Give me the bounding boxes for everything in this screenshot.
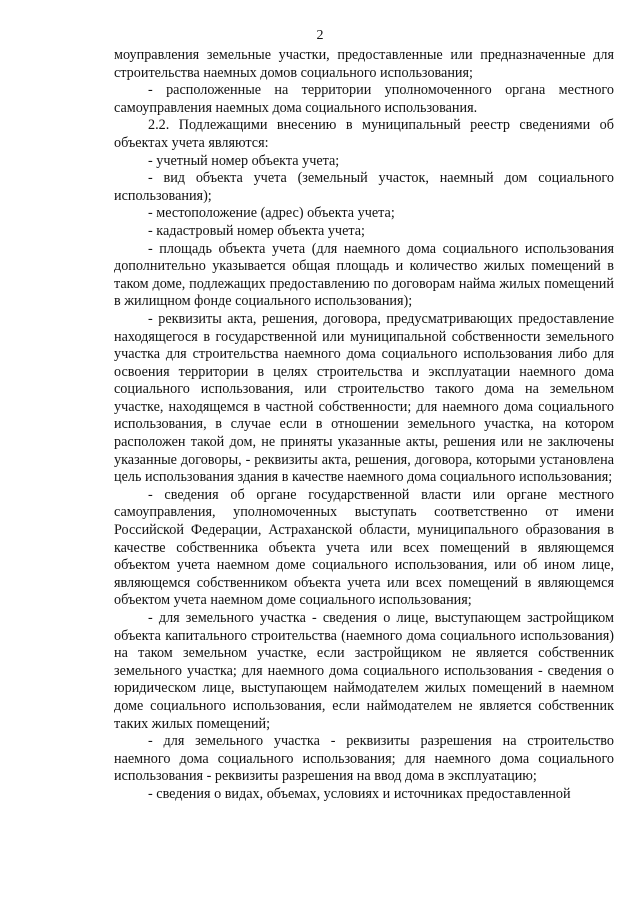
paragraph-3: 2.2. Подлежащими внесению в муниципальный реестр сведениями об объектах учета являются: [114,117,614,151]
paragraph-12: - для земельного участка - реквизиты разрешения на строительство наемного дома социального использования; для наемного дома социального использования - реквизиты разрешения на ввод дома в эксплуатацию; [114,733,614,785]
paragraph-9: - реквизиты акта, решения, договора, предусматривающих предоставление находящегося в государственной или муниципальной собственности земельного участка для строительства наемного дома социального использования либо для освоения территории в целях строительства и эксплуатации наемного дома социального использования, или строительство такого дома на земельном участке, находящемся в частной собственности; для наемного дома социального использования, в случае если в отношении земельного участка, на котором расположен такой дом, не приняты указанные акты, решения или не заключены указанные договоры, - реквизиты акта, решения, договора, которыми установлена цель использования здания в качестве наемного дома социального использования; [114,310,614,486]
paragraph-2: - расположенные на территории уполномоченного органа местного самоуправления наемных дома социального использования. [114,82,614,116]
paragraph-6: - местоположение (адрес) объекта учета; [148,205,395,222]
page-number: 2 [316,28,324,43]
paragraph-4: - учетный номер объекта учета; [148,152,340,169]
paragraph-7: - кадастровый номер объекта учета; [148,222,365,239]
paragraph-1: моуправления земельные участки, предоставленные или предназначенные для строительства наемных домов социального использования; [114,47,614,81]
document-body [114,47,614,804]
paragraph-13: - сведения о видах, объемах, условиях и источниках предоставленной [148,785,571,802]
paragraph-10: - сведения об органе государственной власти или органе местного самоуправления, уполномоченных выступать соответственно от имени Российской Федерации, Астраханской области, муниципального образования в качестве собственника объекта учета или всех помещений в являющемся объектом учета наемном доме социального использования, или об ином лице, являющемся собственником объекта учета или всех помещений в являющемся объектом учета наемном доме социального использования; [114,486,614,609]
paragraph-8: - площадь объекта учета (для наемного дома социального использования дополнительно указывается общая площадь и количество жилых помещений в таком доме, подлежащих предоставлению по договорам найма жилых помещений в жилищном фонде социального использования); [114,240,614,310]
paragraph-5: - вид объекта учета (земельный участок, наемный дом социального использования); [114,170,614,204]
paragraph-11: - для земельного участка - сведения о лице, выступающем застройщиком объекта капитального строительства (наемного дома социального использования) на таком земельном участке, если застройщиком не является собственник земельного участка; для наемного дома социального использования - сведения о юридическом лице, выступающем наймодателем жилых помещений в наемном доме социального использования, если наймодателем не является собственник таких жилых помещений; [114,610,614,732]
